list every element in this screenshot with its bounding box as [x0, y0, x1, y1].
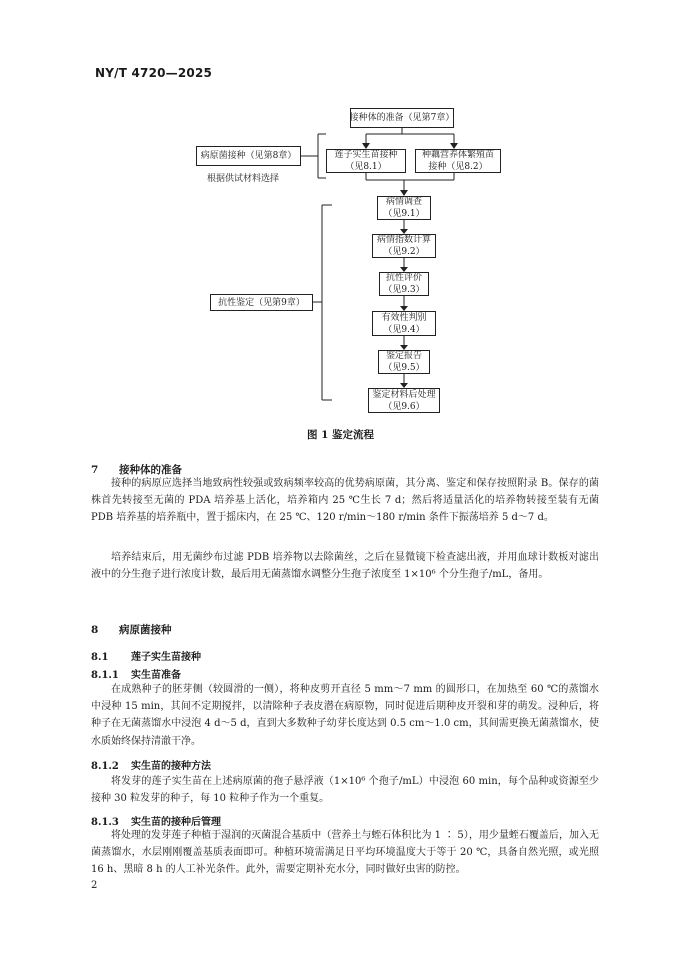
flow-step-disease-survey: 病情调查 （见9.1） — [377, 196, 431, 220]
section-8-1-3-heading: 8.1.3 实生苗的接种后管理 — [91, 817, 221, 828]
flow-box-inoculum-prep: 接种体的准备（见第7章） — [350, 108, 454, 128]
flow-box-seedling-inoculation: 莲子实生苗接种 （见8.1） — [326, 149, 406, 173]
flow-step-resistance-evaluation: 抗性评价 （见9.3） — [379, 272, 429, 296]
figure-caption: 图 1 鉴定流程 — [306, 429, 375, 441]
section-7-paragraph-2: 培养结束后，用无菌纱布过滤 PDB 培养物以去除菌丝，之后在显微镜下检查滤出液，并用血球计数板对滤出液中的分生孢子进行浓度计数，最后用无菌蒸馏水调整分生孢子浓度至 1×10⁶ 个分生孢子/mL，备用。 — [91, 552, 599, 581]
flowchart-connectors — [0, 0, 681, 440]
section-8-1-heading: 8.1 莲子实生苗接种 — [91, 652, 201, 663]
section-8-1-2-paragraph: 将发芽的莲子实生苗在上述病原菌的孢子悬浮液（1×10⁶ 个孢子/mL）中浸泡 60 min，每个品种或资源至少接种 30 粒发芽的种子，每 10 粒种子作为一个重复。 — [91, 776, 599, 805]
section-8-1-1-paragraph: 在成熟种子的胚芽侧（较圆滑的一侧），将种皮剪开直径 5 mm～7 mm 的圆形口，在加热至 60 ℃的蒸馏水中浸种 15 min，其间不定期搅拌，以清除种子表皮潜在病原物，同时促进后期种皮开裂和芽的萌发。浸种后，将种子在无菌蒸馏水中浸泡 4 d～5 d，直到大多数种子幼芽长度达到 0.5 cm～1.0 cm，其间需更换无菌蒸馏水，使水质始终保持清澈干净。 — [91, 684, 599, 747]
section-8-1-2-heading: 8.1.2 实生苗的接种方法 — [91, 761, 211, 772]
flow-box-resistance-identification: 抗性鉴定（见第9章） — [210, 294, 313, 311]
flow-step-identification-report: 鉴定报告 （见9.5） — [378, 350, 430, 374]
flow-box-pathogen-inoculation: 病原菌接种（见第8章） — [196, 146, 301, 166]
flow-box-vegetative-inoculation: 种藕营养体繁殖苗 接种（见8.2） — [415, 149, 501, 173]
flow-step-material-disposal: 鉴定材料后处理 （见9.6） — [368, 388, 440, 413]
section-7-paragraph-1: 接种的病原应选择当地致病性较强或致病频率较高的优势病原菌，其分离、鉴定和保存按照附录 B。保存的菌株首先转接至无菌的 PDA 培养基上活化，培养箱内 25 ℃生长 7 d；然后将适量活化的培养物转接至装有无菌 PDB 培养基的培养瓶中，置于摇床内，在 25 ℃、120 r/min～180 r/min 条件下振荡培养 5 d～7 d。 — [91, 478, 599, 524]
flow-step-validity-check: 有效性判别 （见9.4） — [372, 311, 436, 336]
standard-code-header: NY/T 4720—2025 — [95, 66, 213, 80]
section-7-heading: 7 接种体的准备 — [91, 464, 182, 476]
section-8-1-3-paragraph: 将处理的发芽莲子种植于湿润的灭菌混合基质中（营养土与蛭石体积比为 1 ∶ 5），用少量蛭石覆盖后，加入无菌蒸馏水，水层刚刚覆盖基质表面即可。种植环境需满足日平均环境温度大于等于 20 ℃，具备自然光照，或光照 16 h、黑暗 8 h 的人工补光条件。此外，需要定期补充水分，同时做好虫害的防控。 — [91, 830, 599, 876]
flow-step-disease-index: 病情指数计算 （见9.2） — [372, 234, 436, 258]
section-8-heading: 8 病原菌接种 — [91, 624, 172, 636]
flow-note-material-choice: 根据供试材料选择 — [207, 174, 280, 184]
section-8-1-1-heading: 8.1.1 实生苗准备 — [91, 670, 181, 681]
page-number: 2 — [91, 880, 98, 891]
